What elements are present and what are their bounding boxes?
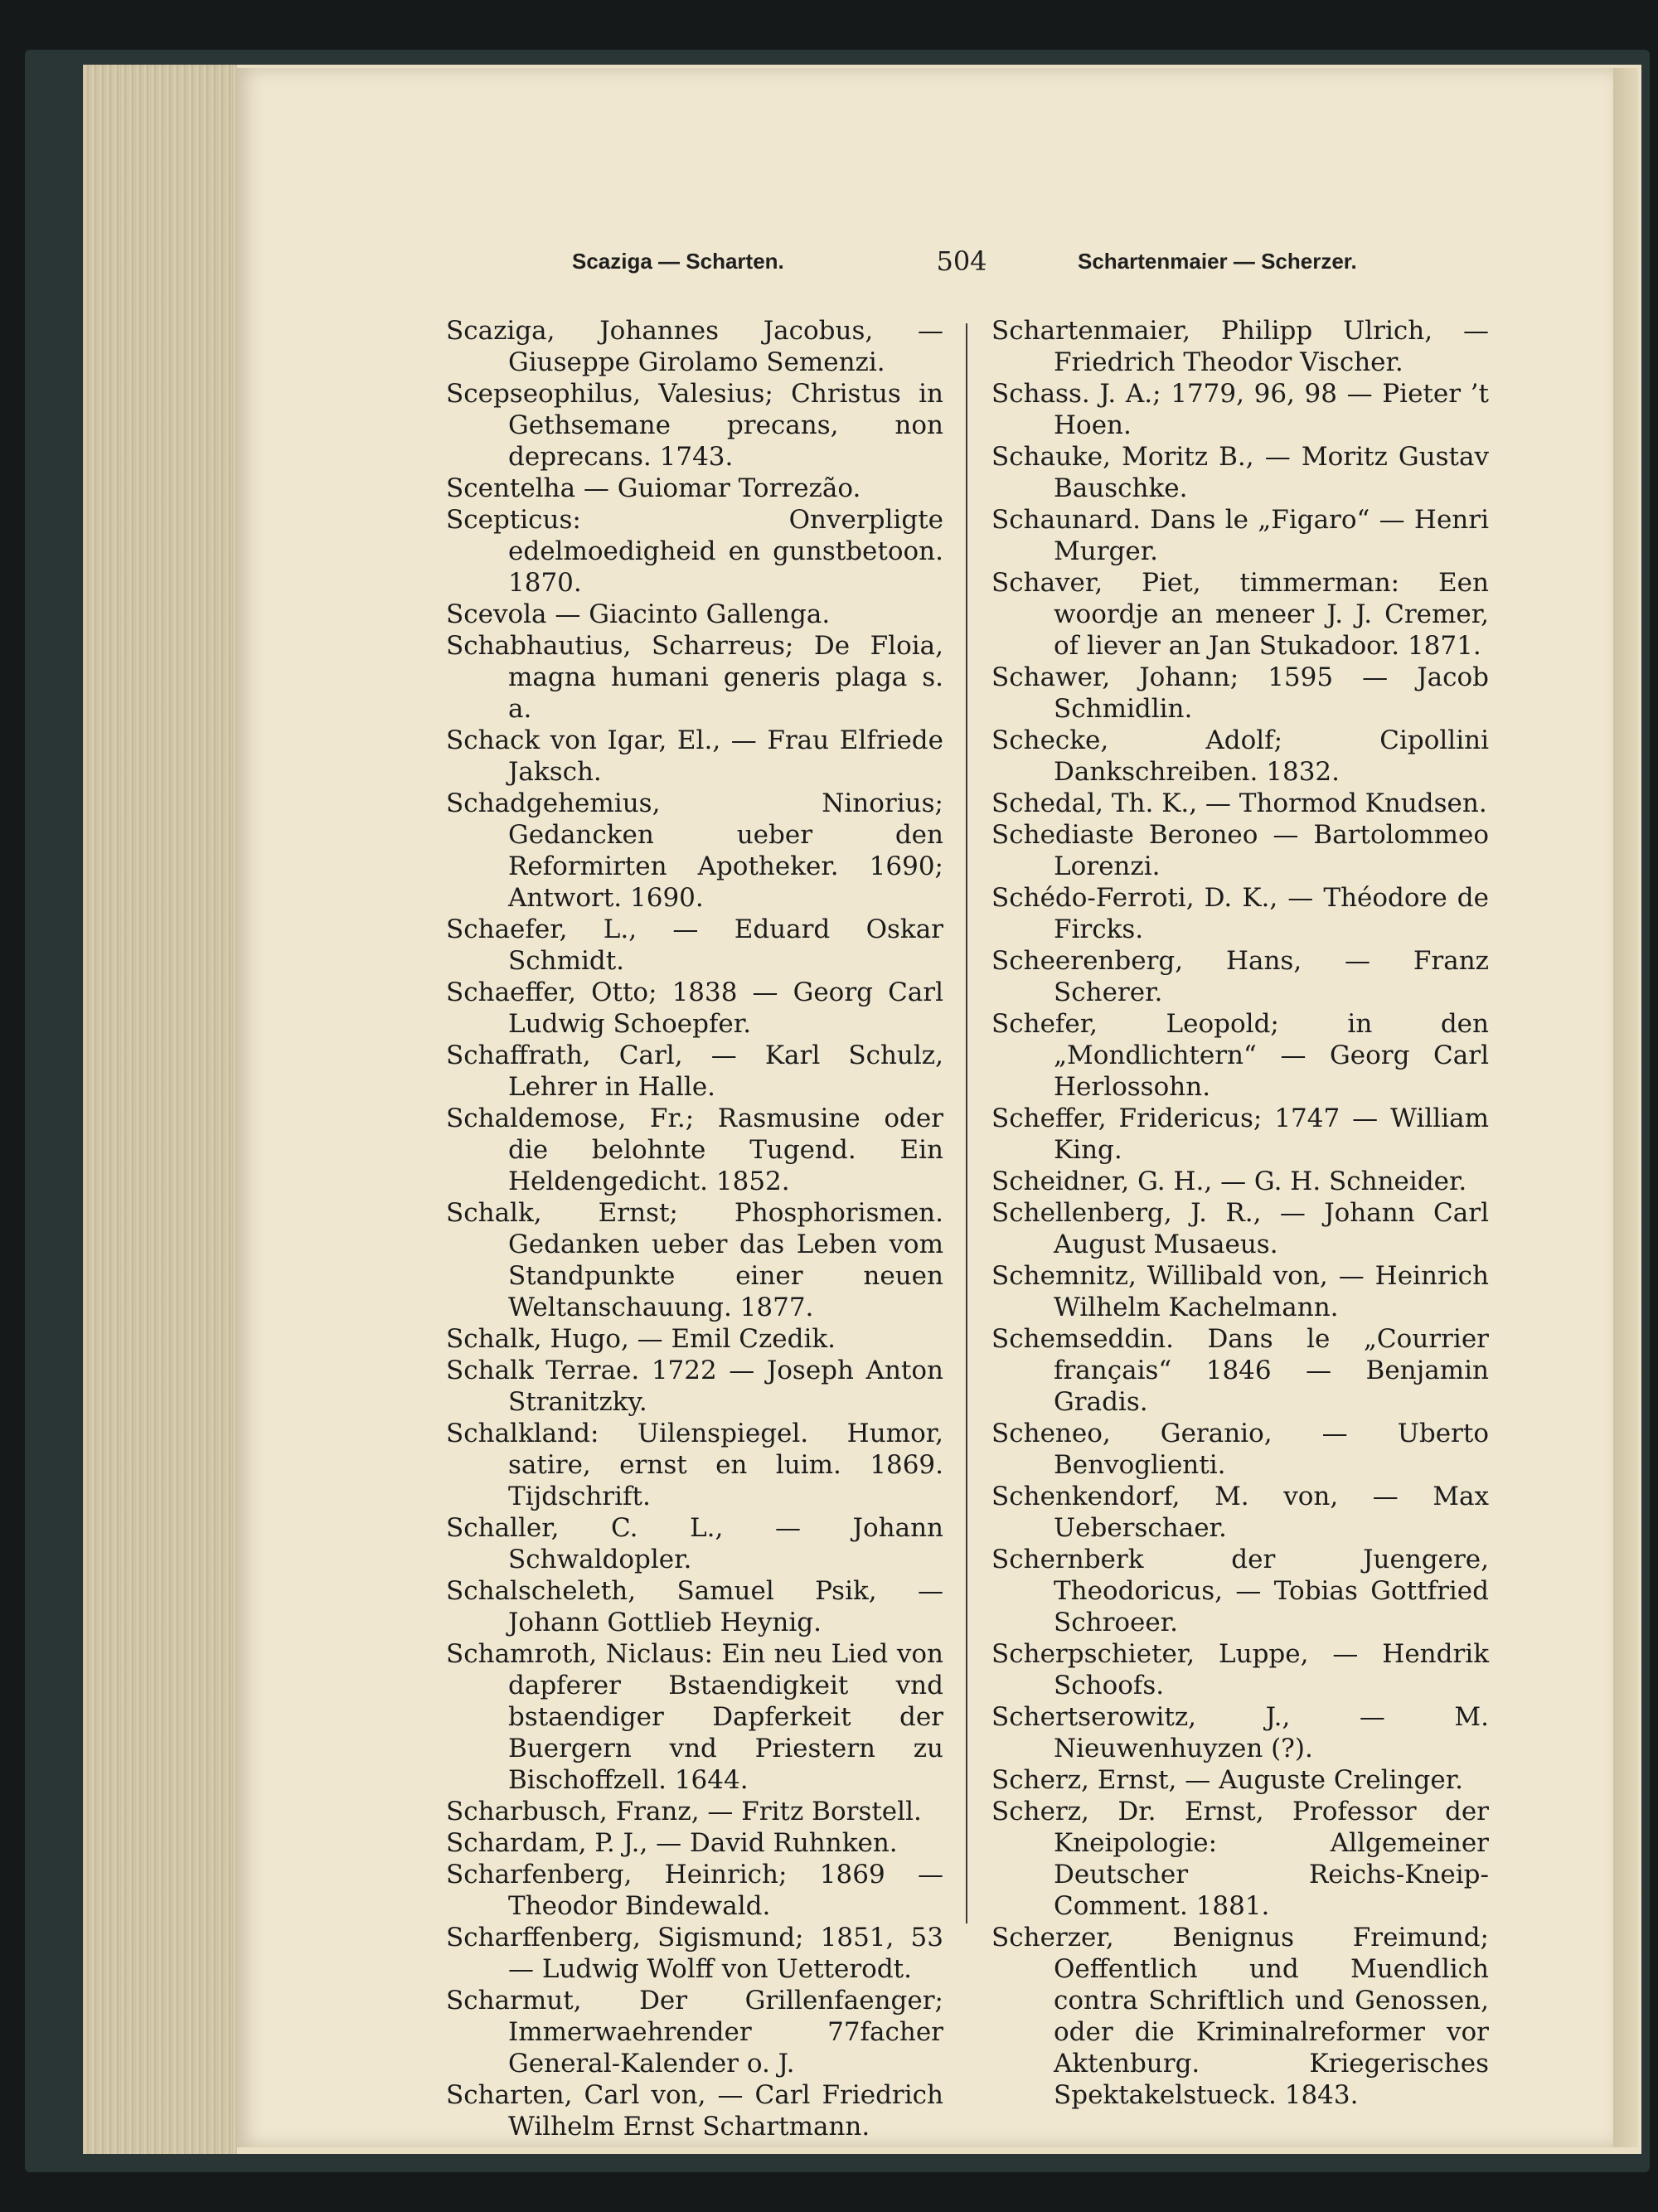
- entry: Schaeffer, Otto; 1838 — Georg Carl Ludwig Schoepfer.: [446, 977, 943, 1039]
- entry: Schedal, Th. K., — Thormod Knudsen.: [991, 788, 1487, 818]
- page-edges: [83, 65, 237, 2154]
- entry: Schaunard. Dans le „Figaro“ — Henri Murger.: [991, 505, 1489, 566]
- entry: Scharmut, Der Grillenfaenger; Immerwaehrender 77facher General-Kalender o. J.: [446, 1986, 943, 2079]
- entry: Scharbusch, Franz, — Fritz Borstell.: [446, 1797, 922, 1826]
- entry: Schellenberg, J. R., — Johann Carl August Musaeus.: [991, 1198, 1489, 1259]
- entry: Scentelha — Guiomar Torrezão.: [446, 473, 861, 503]
- entry: Schaller, C. L., — Johann Schwaldopler.: [446, 1513, 943, 1574]
- entry: Schass. J. A.; 1779, 96, 98 — Pieter ’t Hoen.: [991, 379, 1489, 440]
- entry: Schalk, Hugo, — Emil Czedik.: [446, 1324, 836, 1354]
- entry: Scheidner, G. H., — G. H. Schneider.: [991, 1167, 1467, 1196]
- entry: Schenkendorf, M. von, — Max Ueberschaer.: [991, 1482, 1489, 1543]
- entry: Scepseophilus, Valesius; Christus in Gethsemane precans, non deprecans. 1743.: [446, 379, 943, 472]
- entry: Scaziga, Johannes Jacobus, — Giuseppe Girolamo Semenzi.: [446, 316, 943, 377]
- entry: Scherz, Ernst, — Auguste Crelinger.: [991, 1765, 1463, 1795]
- entry: Schardam, P. J., — David Ruhnken.: [446, 1828, 898, 1858]
- entry: Schaver, Piet, timmerman: Een woordje an meneer J. J. Cremer, of liever an Jan Stukadoor. 1871.: [991, 568, 1489, 661]
- entry: Schack von Igar, El., — Frau Elfriede Jaksch.: [446, 725, 943, 787]
- entry: Scepticus: Onverpligte edelmoedigheid en gunstbetoon. 1870.: [446, 505, 943, 598]
- entry: Schadgehemius, Ninorius; Gedancken ueber den Reformirten Apotheker. 1690; Antwort. 1690.: [446, 788, 943, 913]
- entry: Schemseddin. Dans le „Courrier français“ 1846 — Benjamin Gradis.: [991, 1324, 1489, 1417]
- right-running-head: Schartenmaier — Scherzer.: [1078, 249, 1357, 274]
- entry: Schédo-Ferroti, D. K., — Théodore de Fircks.: [991, 883, 1489, 944]
- entry: Scherzer, Benignus Freimund; Oeffentlich und Muendlich contra Schriftlich und Genossen, oder die Kriminalreformer vor Aktenburg. Kriegerisches Spektakelstueck. 1843.: [991, 1923, 1489, 2110]
- entry: Schabhautius, Scharreus; De Floia, magna humani generis plaga s. a.: [446, 631, 943, 724]
- entry: Scheneo, Geranio, — Uberto Benvoglienti.: [991, 1419, 1489, 1480]
- column-divider: [966, 323, 967, 1923]
- entry: Scheffer, Fridericus; 1747 — William King.: [991, 1104, 1489, 1165]
- entry: Schartenmaier, Philipp Ulrich, — Friedrich Theodor Vischer.: [991, 316, 1489, 377]
- right-column: [991, 315, 1489, 2111]
- entry: Schecke, Adolf; Cipollini Dankschreiben. 1832.: [991, 725, 1489, 787]
- entry: Schediaste Beroneo — Bartolommeo Lorenzi.: [991, 820, 1489, 881]
- entry: Schalk, Ernst; Phosphorismen. Gedanken ueber das Leben vom Standpunkte einer neuen Weltanschauung. 1877.: [446, 1198, 943, 1322]
- entry: Scevola — Giacinto Gallenga.: [446, 599, 831, 629]
- entry: Schernberk der Juengere, Theodoricus, — Tobias Gottfried Schroeer.: [991, 1545, 1489, 1637]
- page-number: 504: [936, 245, 987, 277]
- entry: Scheerenberg, Hans, — Franz Scherer.: [991, 946, 1489, 1007]
- left-column: [446, 315, 943, 2142]
- entry: Schaldemose, Fr.; Rasmusine oder die belohnte Tugend. Ein Heldengedicht. 1852.: [446, 1104, 943, 1196]
- left-running-head: Scaziga — Scharten.: [572, 249, 784, 274]
- entry: Schalscheleth, Samuel Psik, — Johann Gottlieb Heynig.: [446, 1576, 943, 1637]
- entry: Schertserowitz, J., — M. Nieuwenhuyzen (?).: [991, 1702, 1489, 1763]
- right-page-edge: [1613, 68, 1638, 2147]
- entry: Schamroth, Niclaus: Ein neu Lied von dapferer Bstaendigkeit vnd bstaendiger Dapferkeit der Buergern vnd Priestern zu Bischoffzell. 1644.: [446, 1639, 943, 1795]
- entry: Scharffenberg, Sigismund; 1851, 53 — Ludwig Wolff von Uetterodt.: [446, 1923, 943, 1984]
- entry: Schauke, Moritz B., — Moritz Gustav Bauschke.: [991, 442, 1489, 503]
- entry: Schemnitz, Willibald von, — Heinrich Wilhelm Kachelmann.: [991, 1261, 1489, 1322]
- entry: Scharfenberg, Heinrich; 1869 — Theodor Bindewald.: [446, 1860, 943, 1921]
- entry: Schaefer, L., — Eduard Oskar Schmidt.: [446, 914, 943, 976]
- entry: Scharten, Carl von, — Carl Friedrich Wilhelm Ernst Schartmann.: [446, 2080, 943, 2142]
- entry: Schawer, Johann; 1595 — Jacob Schmidlin.: [991, 662, 1489, 724]
- entry: Scherz, Dr. Ernst, Professor der Kneipologie: Allgemeiner Deutscher Reichs-Kneip-Comment. 1881.: [991, 1797, 1489, 1921]
- entry: Schaffrath, Carl, — Karl Schulz, Lehrer in Halle.: [446, 1041, 943, 1102]
- entry: Scherpschieter, Luppe, — Hendrik Schoofs.: [991, 1639, 1489, 1700]
- entry: Schalk Terrae. 1722 — Joseph Anton Stranitzky.: [446, 1356, 943, 1417]
- entry: Schalkland: Uilenspiegel. Humor, satire, ernst en luim. 1869. Tijdschrift.: [446, 1419, 943, 1511]
- entry: Schefer, Leopold; in den „Mondlichtern“ — Georg Carl Herlossohn.: [991, 1009, 1489, 1102]
